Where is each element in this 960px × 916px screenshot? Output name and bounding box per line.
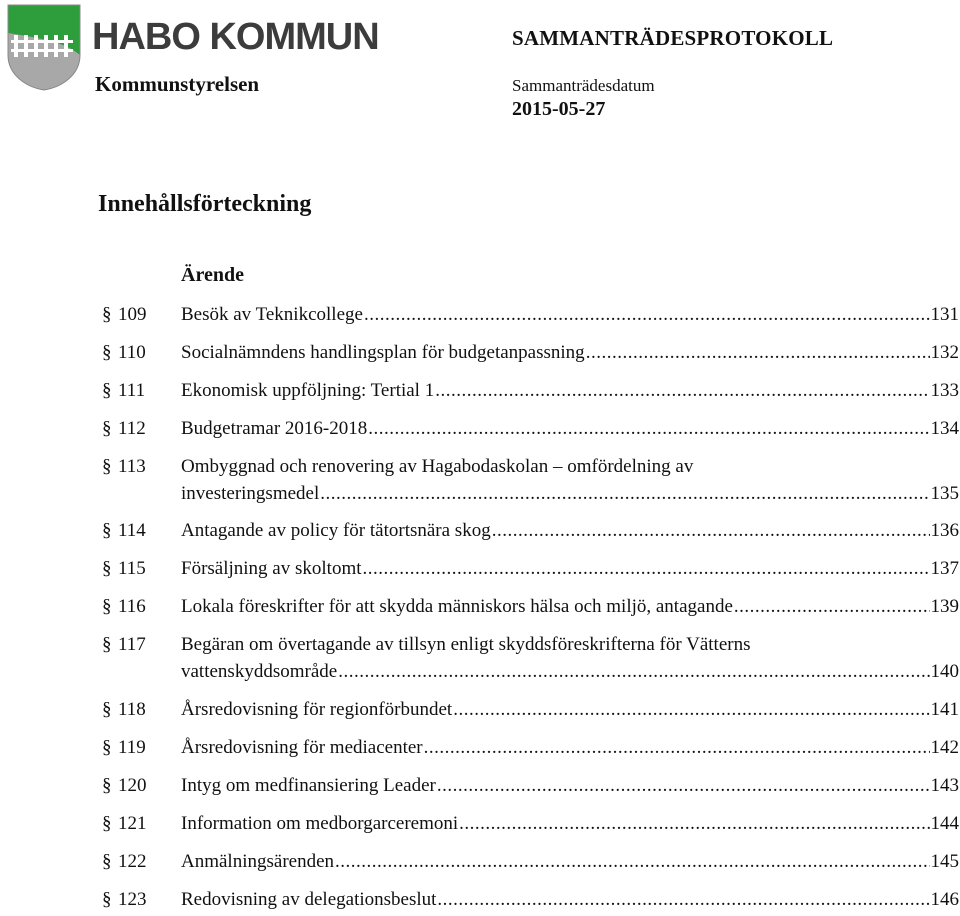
- entry-number: 111: [118, 380, 146, 401]
- entry-number: 110: [118, 342, 146, 363]
- entry-number: 109: [118, 304, 147, 325]
- entry-number: 112: [118, 418, 146, 439]
- entry-number: 121: [118, 813, 147, 834]
- toc-title: Innehållsförteckning: [98, 191, 312, 217]
- section-symbol: §: [102, 851, 112, 872]
- dot-leader: [435, 380, 929, 402]
- section-symbol: §: [102, 342, 112, 363]
- entry-title: Ekonomisk uppföljning: Tertial 1: [181, 380, 435, 401]
- document-type: SAMMANTRÄDESPROTOKOLL: [512, 26, 834, 50]
- entry-title: investeringsmedel: [181, 483, 320, 504]
- entry-title: Besök av Teknikcollege: [181, 304, 363, 325]
- entry-page-number: 140: [930, 661, 959, 682]
- entry-title: Lokala föreskrifter för att skydda människors hälsa och miljö, antagande: [181, 596, 733, 617]
- dot-leader: [453, 699, 929, 721]
- entry-number: 115: [118, 558, 146, 579]
- dot-leader: [335, 851, 929, 873]
- section-symbol: §: [102, 737, 112, 758]
- entry-title: Försäljning av skoltomt: [181, 558, 362, 579]
- dot-leader: [437, 775, 930, 797]
- entry-page-number: 136: [930, 520, 959, 541]
- entry-row: [181, 775, 959, 797]
- dot-leader: [586, 342, 930, 364]
- dot-leader: [459, 813, 929, 835]
- dot-leader: [338, 661, 929, 683]
- document-header: [0, 0, 960, 130]
- entry-page-number: 134: [930, 418, 959, 439]
- entry-row: [181, 889, 959, 911]
- entry-row: [181, 699, 959, 721]
- section-symbol: §: [102, 699, 112, 720]
- entry-title: Årsredovisning för mediacenter: [181, 737, 423, 758]
- entry-number: 116: [118, 596, 146, 617]
- organization-name: HABO KOMMUN: [92, 16, 379, 58]
- entry-title-line: Begäran om övertagande av tillsyn enligt skyddsföreskrifterna för Vätterns: [181, 634, 751, 655]
- entry-number: 120: [118, 775, 147, 796]
- section-symbol: §: [102, 380, 112, 401]
- dot-leader: [734, 596, 930, 618]
- entry-number: 117: [118, 634, 146, 655]
- entry-page-number: 146: [930, 889, 959, 910]
- dot-leader: [364, 304, 930, 326]
- entry-row: [181, 558, 959, 580]
- entry-row: [181, 418, 959, 440]
- entry-row: [181, 851, 959, 873]
- entry-row: [181, 520, 959, 542]
- dot-leader: [320, 483, 929, 505]
- section-symbol: §: [102, 456, 112, 477]
- entry-row: [181, 737, 959, 759]
- crest-icon: [6, 3, 82, 91]
- entry-title: Intyg om medfinansiering Leader: [181, 775, 436, 796]
- committee-name: Kommunstyrelsen: [95, 72, 260, 96]
- dot-leader: [363, 558, 930, 580]
- dot-leader: [368, 418, 929, 440]
- entry-row: [181, 813, 959, 835]
- entry-number: 114: [118, 520, 146, 541]
- entry-row: [181, 380, 959, 402]
- entry-row: [181, 483, 959, 505]
- meeting-date-label: Sammanträdesdatum: [512, 76, 655, 95]
- entry-title: Socialnämndens handlingsplan för budgetanpassning: [181, 342, 585, 363]
- entry-page-number: 135: [930, 483, 959, 504]
- entry-page-number: 133: [930, 380, 959, 401]
- toc-column-header: Ärende: [181, 264, 244, 286]
- entry-page-number: 142: [930, 737, 959, 758]
- entry-row: [181, 661, 959, 683]
- section-symbol: §: [102, 596, 112, 617]
- entry-page-number: 145: [930, 851, 959, 872]
- entry-page-number: 132: [930, 342, 959, 363]
- entry-title: vattenskyddsområde: [181, 661, 338, 682]
- dot-leader: [424, 737, 930, 759]
- entry-number: 119: [118, 737, 146, 758]
- dot-leader: [437, 889, 929, 911]
- entry-title: Anmälningsärenden: [181, 851, 335, 872]
- section-symbol: §: [102, 775, 112, 796]
- entry-number: 122: [118, 851, 147, 872]
- section-symbol: §: [102, 520, 112, 541]
- entry-row: [181, 596, 959, 618]
- section-symbol: §: [102, 813, 112, 834]
- entry-page-number: 141: [930, 699, 959, 720]
- entry-number: 113: [118, 456, 146, 477]
- entry-number: 118: [118, 699, 146, 720]
- entry-title-line: Ombyggnad och renovering av Hagabodaskolan – omfördelning av: [181, 456, 694, 477]
- entry-title: Redovisning av delegationsbeslut: [181, 889, 437, 910]
- entry-row: [181, 342, 959, 364]
- meeting-date: 2015-05-27: [512, 98, 606, 120]
- entry-row: [181, 304, 959, 326]
- entry-page-number: 131: [930, 304, 959, 325]
- entry-title: Information om medborgarceremoni: [181, 813, 459, 834]
- section-symbol: §: [102, 889, 112, 910]
- entry-number: 123: [118, 889, 147, 910]
- entry-page-number: 139: [930, 596, 959, 617]
- entry-title: Årsredovisning för regionförbundet: [181, 699, 453, 720]
- entry-page-number: 143: [930, 775, 959, 796]
- entry-page-number: 144: [930, 813, 959, 834]
- section-symbol: §: [102, 558, 112, 579]
- section-symbol: §: [102, 634, 112, 655]
- entry-page-number: 137: [930, 558, 959, 579]
- municipality-crest-logo: [6, 3, 82, 96]
- section-symbol: §: [102, 418, 112, 439]
- section-symbol: §: [102, 304, 112, 325]
- entry-title: Antagande av policy för tätortsnära skog: [181, 520, 491, 541]
- entry-title: Budgetramar 2016-2018: [181, 418, 368, 439]
- dot-leader: [492, 520, 930, 542]
